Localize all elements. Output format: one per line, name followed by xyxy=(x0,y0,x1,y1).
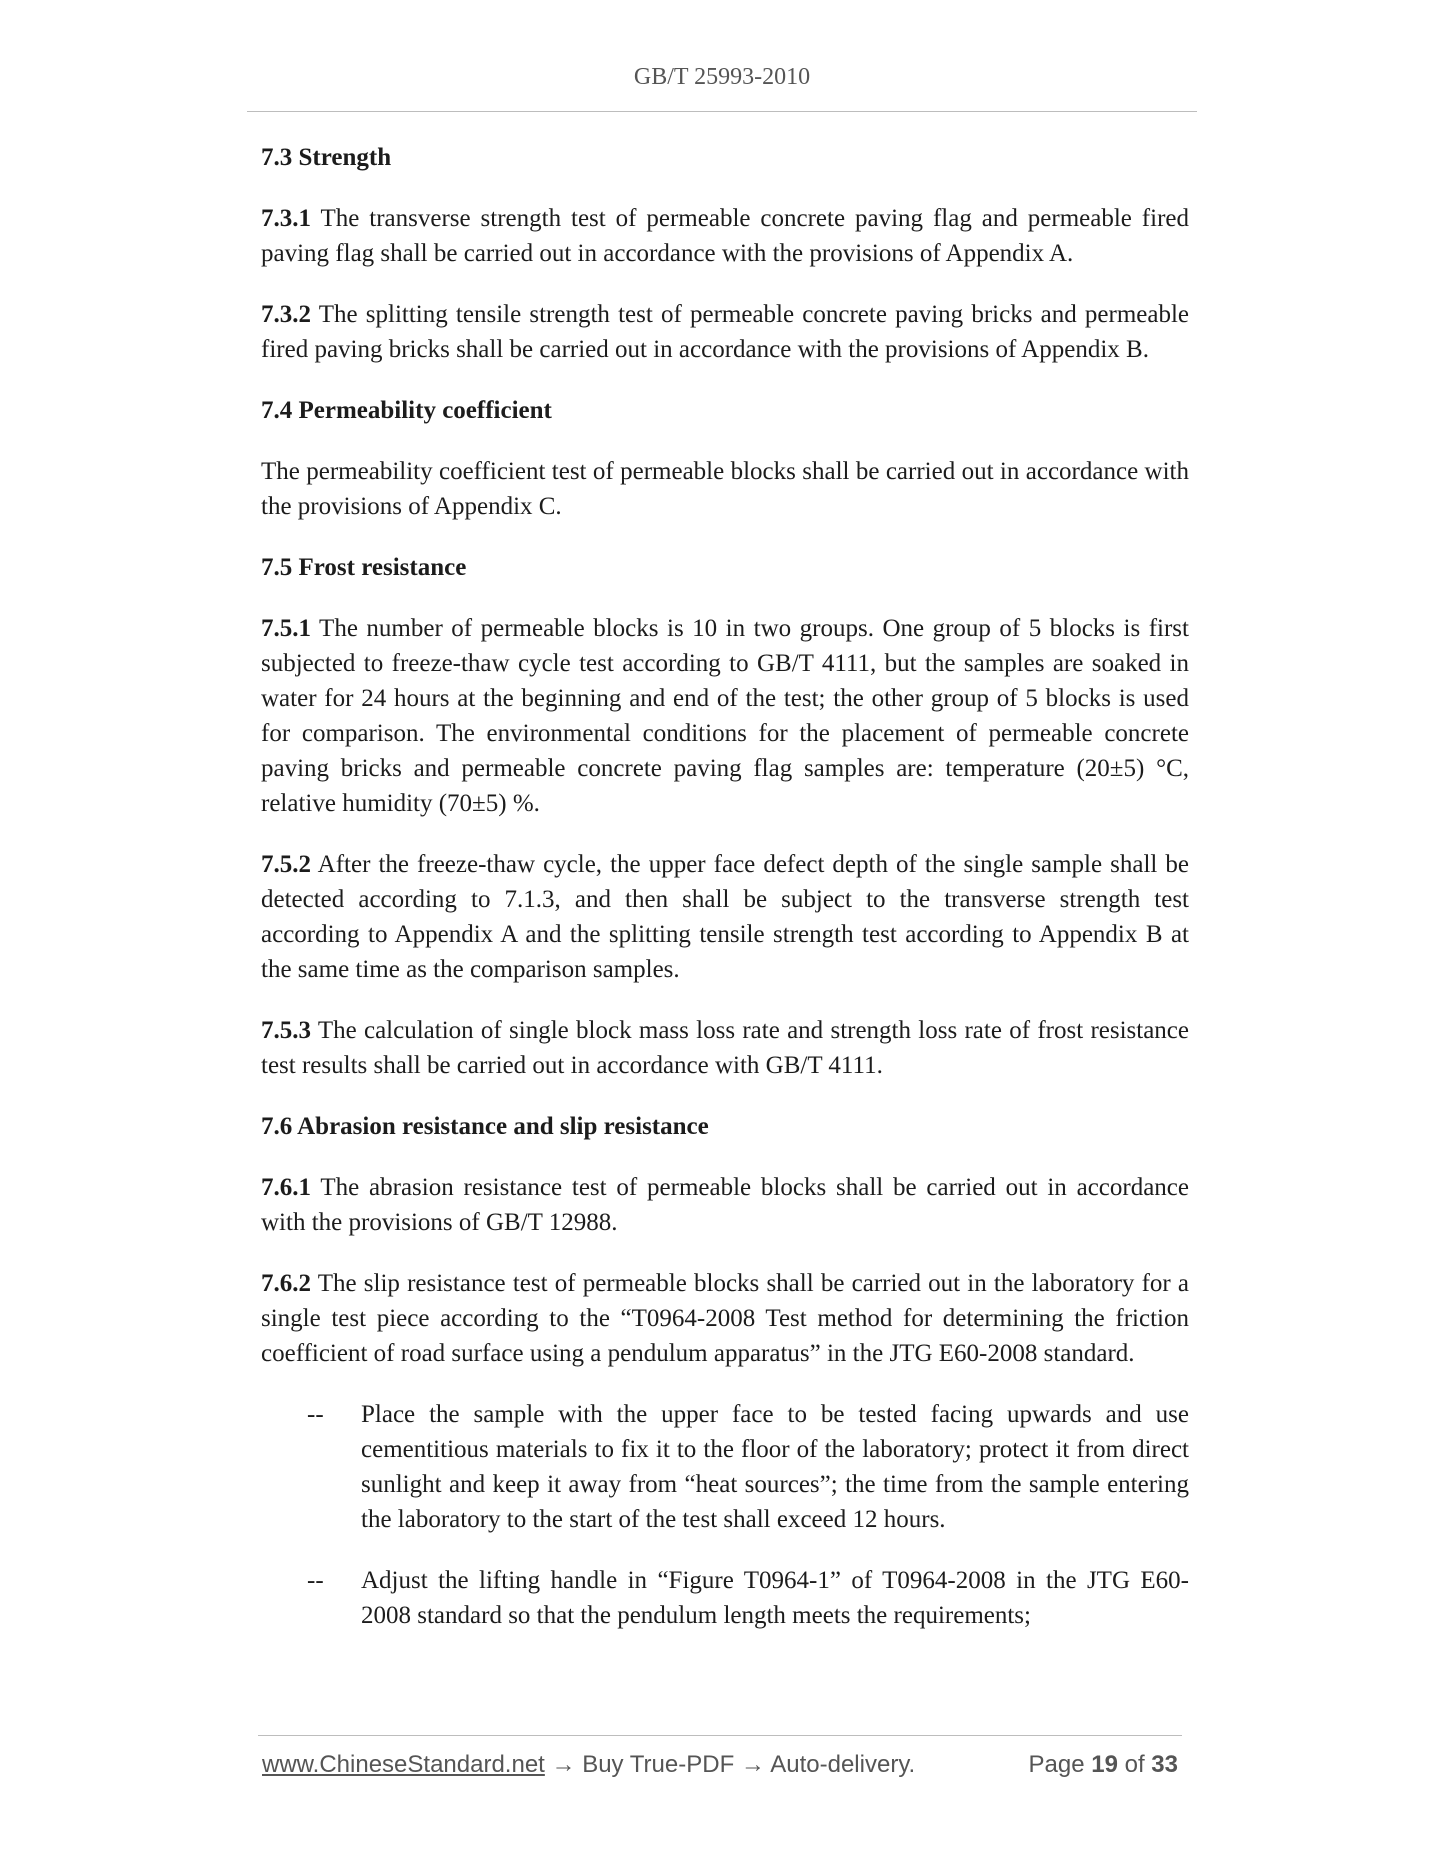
footer-divider xyxy=(258,1735,1182,1736)
list-dash: -- xyxy=(307,1401,324,1428)
clause-7-4-text: The permeability coefficient test of permeable blocks shall be carried out in accordance with the provisions of Appendix C. xyxy=(261,458,1189,520)
buy-pdf-text: Buy True-PDF xyxy=(582,1751,735,1778)
document-body xyxy=(261,140,1189,1659)
clause-text: The number of permeable blocks is 10 in two groups. One group of 5 blocks is first subjected to freeze-thaw cycle test according to GB/T 4111, but the samples are soaked in water for 24 hours at the beginning and end of the test; the other group of 5 blocks is used for comparison. The environmental conditions for the placement of permeable concrete paving bricks and permeable concrete paving flag samples are: temperature (20±5) °C, relative humidity (70±5) %. xyxy=(261,615,1189,817)
clause-7-5-1 xyxy=(261,611,1189,821)
clause-7-3-1 xyxy=(261,201,1189,271)
clause-text: The calculation of single block mass loss rate and strength loss rate of frost resistance test results shall be carried out in accordance with GB/T 4111. xyxy=(261,1017,1189,1079)
clause-text: The transverse strength test of permeable concrete paving flag and permeable fired paving flag shall be carried out in accordance with the provisions of Appendix A. xyxy=(261,205,1189,267)
clause-7-5-3 xyxy=(261,1013,1189,1083)
clause-7-6-1 xyxy=(261,1170,1189,1240)
header-divider xyxy=(247,111,1197,112)
clause-number: 7.6.1 xyxy=(261,1174,311,1201)
auto-delivery-text: Auto-delivery. xyxy=(770,1751,916,1778)
clause-7-3-2 xyxy=(261,297,1189,367)
clause-text: The splitting tensile strength test of permeable concrete paving bricks and permeable fired paving bricks shall be carried out in accordance with the provisions of Appendix B. xyxy=(261,301,1189,363)
list-item-text: Place the sample with the upper face to be tested facing upwards and use cementitious materials to fix it to the floor of the laboratory; protect it from direct sunlight and keep it away from “heat sources”; the time from the sample entering the laboratory to the start of the test shall exceed 12 hours. xyxy=(361,1401,1189,1533)
section-7-4-heading: 7.4 Permeability coefficient xyxy=(261,397,552,424)
website-link[interactable]: www.ChineseStandard.net xyxy=(262,1751,545,1778)
clause-number: 7.5.1 xyxy=(261,615,311,642)
clause-7-5-2 xyxy=(261,847,1189,987)
total-pages: 33 xyxy=(1151,1751,1178,1778)
page-number xyxy=(1029,1751,1179,1779)
section-7-3-heading: 7.3 Strength xyxy=(261,144,392,171)
clause-number: 7.5.3 xyxy=(261,1017,311,1044)
arrow-icon: → xyxy=(734,1751,771,1778)
footer-promo xyxy=(262,1751,915,1779)
current-page: 19 xyxy=(1091,1751,1118,1778)
section-7-5-heading: 7.5 Frost resistance xyxy=(261,554,467,581)
clause-7-6-2 xyxy=(261,1266,1189,1371)
page-label: Page xyxy=(1028,1751,1085,1778)
clause-text: After the freeze-thaw cycle, the upper face defect depth of the single sample shall be detected according to 7.1.3, and then shall be subject to the transverse strength test according to Appendix A and the splitting tensile strength test according to Appendix B at the same time as the comparison samples. xyxy=(261,851,1189,983)
section-7-6-heading: 7.6 Abrasion resistance and slip resistance xyxy=(261,1113,709,1140)
list-dash: -- xyxy=(307,1567,324,1594)
clause-number: 7.6.2 xyxy=(261,1270,311,1297)
list-item-text: Adjust the lifting handle in “Figure T0964-1” of T0964-2008 in the JTG E60-2008 standard so that the pendulum length meets the requirements; xyxy=(361,1567,1189,1629)
clause-number: 7.3.2 xyxy=(261,301,311,328)
clause-number: 7.5.2 xyxy=(261,851,311,878)
clause-number: 7.3.1 xyxy=(261,205,311,232)
clause-text: The abrasion resistance test of permeable blocks shall be carried out in accordance with the provisions of GB/T 12988. xyxy=(261,1174,1189,1236)
clause-text: The slip resistance test of permeable blocks shall be carried out in the laboratory for a single test piece according to the “T0964-2008 Test method for determining the friction coefficient of road surface using a pendulum apparatus” in the JTG E60-2008 standard. xyxy=(261,1270,1189,1367)
list-item xyxy=(261,1397,1189,1537)
arrow-icon: → xyxy=(544,1751,583,1778)
page-header: GB/T 25993-2010 xyxy=(633,64,811,90)
page-footer xyxy=(262,1751,1182,1785)
list-item xyxy=(261,1563,1189,1633)
of-label: of xyxy=(1124,1751,1145,1778)
